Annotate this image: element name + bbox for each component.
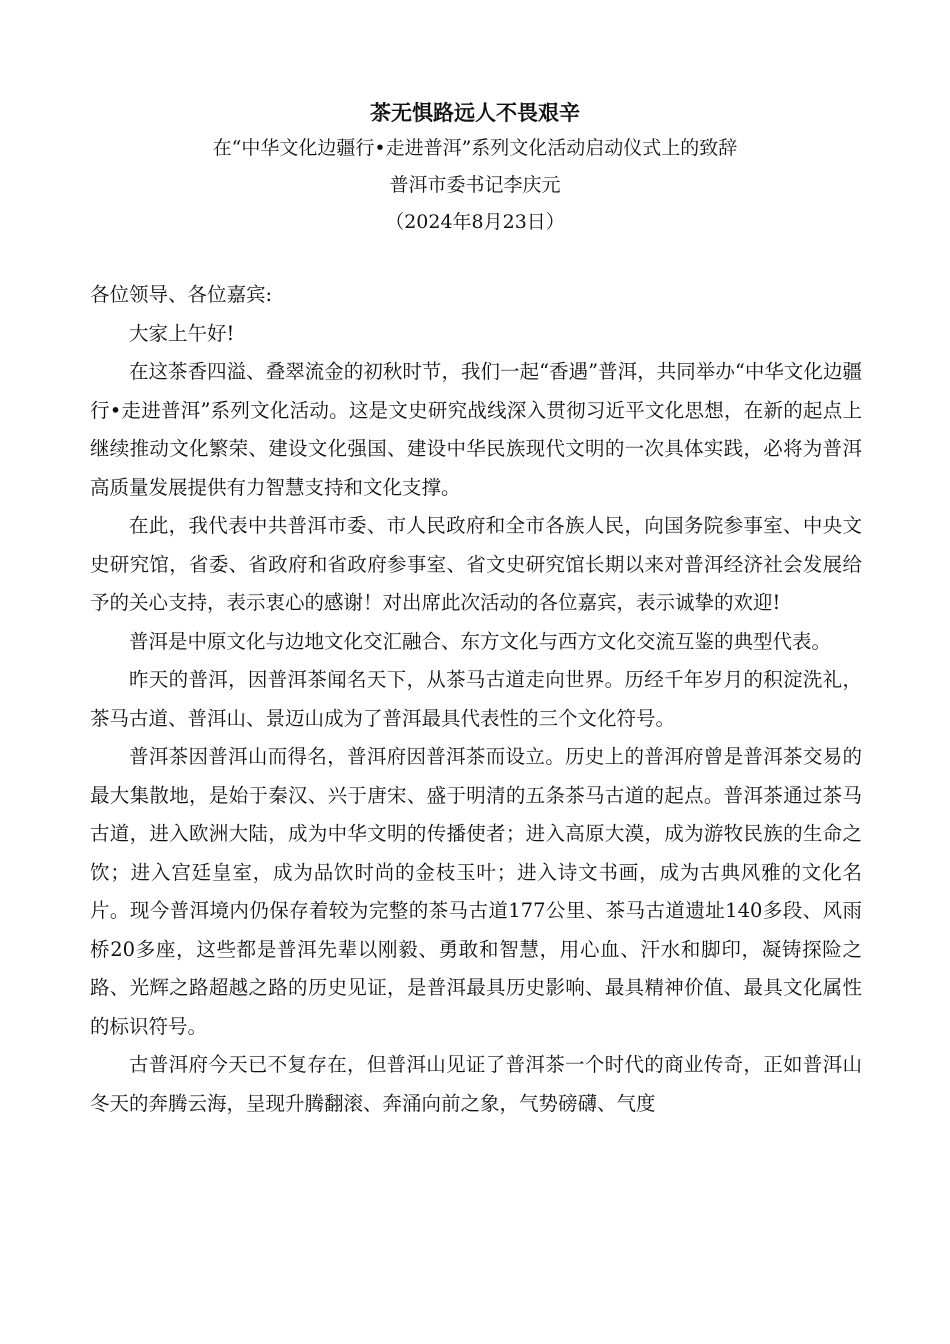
document-title: 茶无惧路远人不畏艰辛 bbox=[370, 100, 580, 125]
paragraph-history: 昨天的普洱，因普洱茶闻名天下，从茶马古道走向世界。历经千年岁月的积淀洗礼，茶马古道、普洱山、景迈山成为了普洱最具代表性的三个文化符号。 bbox=[90, 668, 862, 730]
paragraph-greeting: 大家上午好! bbox=[129, 321, 235, 345]
document-header bbox=[0, 96, 950, 241]
paragraph-culture: 普洱是中原文化与边地文化交汇融合、东方文化与西方文化交流互鉴的典型代表。 bbox=[129, 629, 832, 653]
paragraph-tea-horse-road: 普洱茶因普洱山而得名，普洱府因普洱茶而设立。历史上的普洱府曾是普洱茶交易的最大集散地，是始于秦汉、兴于唐宋、盛于明清的五条茶马古道的起点。普洱茶通过茶马古道，进入欧洲大陆，成为中华文明的传播使者；进入高原大漠，成为游牧民族的生命之饮；进入宫廷皇室，成为品饮时尚的金枝玉叶；进入诗文书画，成为古典风雅的文化名片。现今普洱境内仍保存着较为完整的茶马古道177公里、茶马古道遗址140多段、风雨桥20多座，这些都是普洱先辈以刚毅、勇敢和智慧，用心血、汗水和脚印，凝铸探险之路、光辉之路超越之路的历史见证，是普洱最具历史影响、最具精神价值、最具文化属性的标识符号。 bbox=[90, 745, 862, 1038]
paragraph-opening: 在这茶香四溢、叠翠流金的初秋时节，我们一起“香遇”普洱，共同举办“中华文化边疆行•走进普洱”系列文化活动。这是文史研究战线深入贯彻习近平文化思想，在新的起点上继续推动文化繁荣、建设文化强国、建设中华民族现代文明的一次具体实践，必将为普洱高质量发展提供有力智慧支持和文化支撑。 bbox=[90, 360, 862, 499]
document-date: （2024年8月23日） bbox=[385, 211, 565, 233]
salutation: 各位领导、各位嘉宾: bbox=[90, 283, 273, 306]
paragraph-thanks: 在此，我代表中共普洱市委、市人民政府和全市各族人民，向国务院参事室、中央文史研究馆，省委、省政府和省政府参事室、省文史研究馆长期以来对普洱经济社会发展给予的关心支持，表示衷心的感谢！对出席此次活动的各位嘉宾，表示诚挚的欢迎! bbox=[90, 514, 862, 614]
document-author: 普洱市委书记李庆元 bbox=[389, 174, 561, 196]
document-subtitle: 在“中华文化边疆行•走进普洱”系列文化活动启动仪式上的致辞 bbox=[212, 137, 738, 159]
document-body bbox=[90, 276, 862, 1123]
paragraph-puer-mountain: 古普洱府今天已不复存在，但普洱山见证了普洱茶一个时代的商业传奇，正如普洱山冬天的奔腾云海，呈现升腾翻滚、奔涌向前之象，气势磅礴、气度 bbox=[90, 1053, 862, 1115]
